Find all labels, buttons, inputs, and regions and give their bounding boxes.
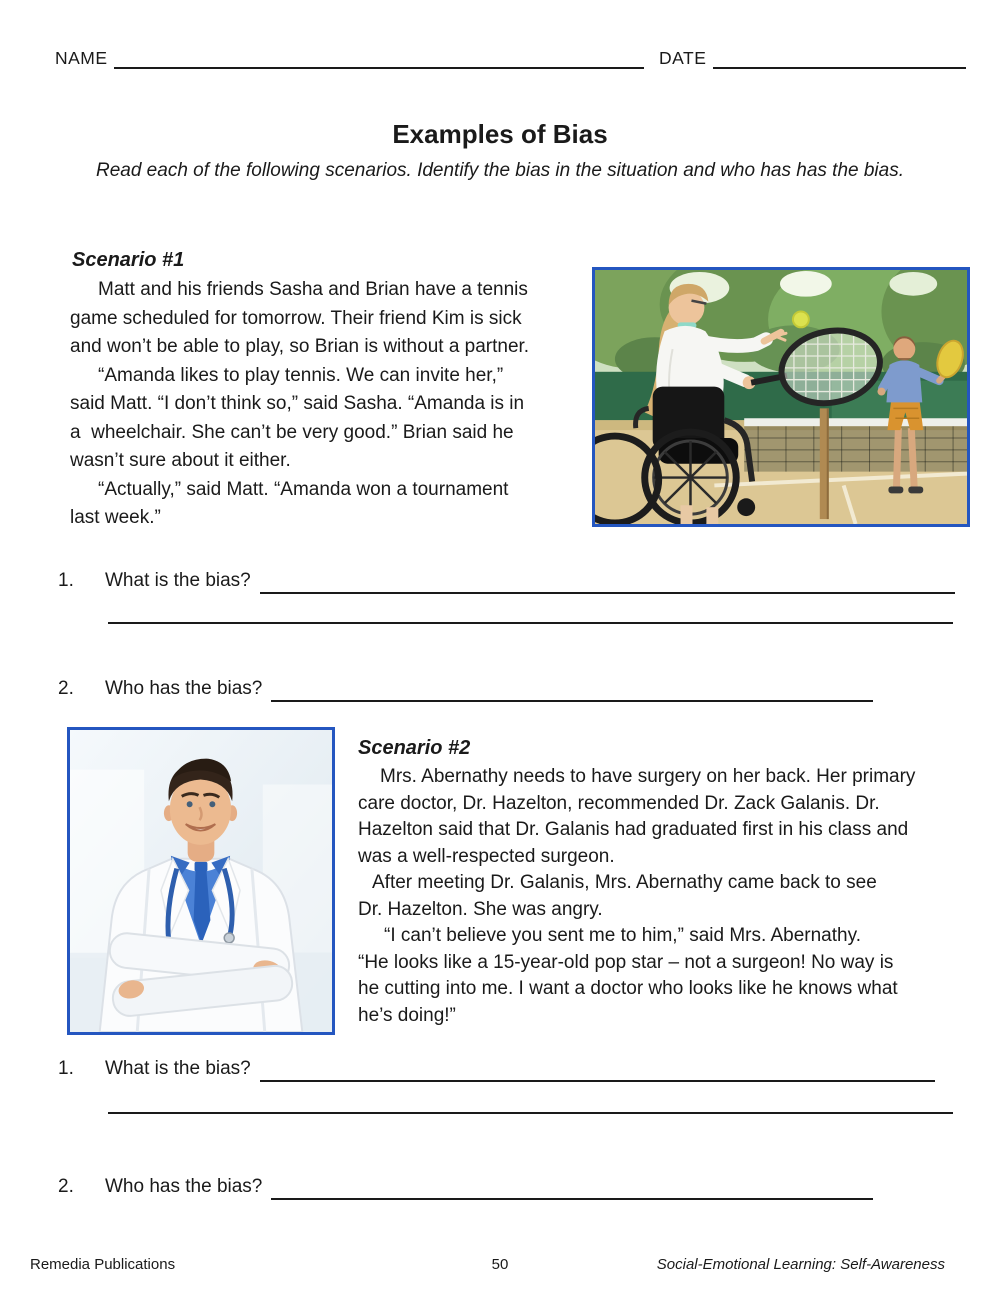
scenario1-text-line: last week.” <box>70 507 161 528</box>
question-label: What is the bias? <box>105 1058 251 1079</box>
answer-line[interactable] <box>260 1058 935 1082</box>
scenario2-text-line: After meeting Dr. Galanis, Mrs. Abernathy came back to see <box>372 872 877 893</box>
page-title: Examples of Bias <box>392 119 608 149</box>
answer-line[interactable] <box>108 1112 953 1114</box>
name-blank-line[interactable] <box>114 67 644 69</box>
doctor-photo <box>67 727 335 1035</box>
question-row <box>58 1058 935 1082</box>
question-label: Who has the bias? <box>105 1176 263 1197</box>
question-row <box>58 570 955 594</box>
answer-line[interactable] <box>260 570 955 594</box>
answer-line[interactable] <box>271 678 873 702</box>
scenario2-text <box>358 764 978 1029</box>
scenario2-text-line: “He looks like a 15-year-old pop star – not a surgeon! No way is <box>358 951 894 973</box>
scenario2-text-line: he cutting into me. I want a doctor who looks like he knows what <box>358 978 898 999</box>
doctor-illustration <box>70 730 332 1032</box>
question-label: What is the bias? <box>105 570 251 591</box>
scenario2-text-line: Dr. Hazelton. She was angry. <box>358 898 603 920</box>
date-blank-line[interactable] <box>713 67 966 69</box>
question-number: 2. <box>58 1176 74 1197</box>
scenario1-text-line: wasn’t sure about it either. <box>70 450 291 471</box>
instructions-text: Read each of the following scenarios. Identify the bias in the situation and who has has the bias. <box>95 160 904 181</box>
scenario2-text-line: “I can’t believe you sent me to him,” said Mrs. Abernathy. <box>384 925 861 946</box>
name-label: NAME <box>55 48 108 68</box>
scenario1-text-line: “Actually,” said Matt. “Amanda won a tournament <box>98 478 509 500</box>
wheelchair-tennis-illustration <box>595 270 967 524</box>
date-label: DATE <box>659 48 707 68</box>
answer-line[interactable] <box>271 1176 873 1200</box>
question-row <box>58 678 873 702</box>
question-number: 1. <box>58 1058 74 1079</box>
question-row <box>58 1176 873 1200</box>
scenario1-text-line: said Matt. “I don’t think so,” said Sasha. “Amanda is in <box>70 393 525 414</box>
scenario1-text-line: a wheelchair. She can’t be very good.” Brian said he <box>70 421 514 443</box>
scenario1-text-line: Matt and his friends Sasha and Brian have a tennis <box>98 279 528 300</box>
scenario1-text-line: “Amanda likes to play tennis. We can invite her,” <box>98 364 504 386</box>
scenario2-heading: Scenario #2 <box>358 737 471 759</box>
scenario2-text-line: Mrs. Abernathy needs to have surgery on her back. Her primary <box>380 766 916 787</box>
scenario2-text-line: was a well-respected surgeon. <box>358 845 615 867</box>
scenario1-text-line: and won’t be able to play, so Brian is without a partner. <box>70 336 530 357</box>
question-number: 2. <box>58 678 74 699</box>
footer-series-title: Social-Emotional Learning: Self-Awareness <box>656 1256 945 1273</box>
question-label: Who has the bias? <box>105 678 263 699</box>
question-number: 1. <box>58 570 74 591</box>
scenario2-text-line: Hazelton said that Dr. Galanis had graduated first in his class and <box>358 819 909 840</box>
scenario1-heading: Scenario #1 <box>72 249 185 271</box>
scenario1-text-line: game scheduled for tomorrow. Their friend Kim is sick <box>70 307 522 329</box>
footer-publisher: Remedia Publications <box>30 1256 176 1273</box>
scenario2-text-line: he’s doing!” <box>358 1004 456 1026</box>
page-number: 50 <box>491 1256 509 1273</box>
wheelchair-tennis-photo <box>592 267 970 527</box>
answer-line[interactable] <box>108 622 953 624</box>
scenario2-text-line: care doctor, Dr. Hazelton, recommended Dr. Zack Galanis. Dr. <box>358 792 880 814</box>
scenario1-text <box>70 276 590 533</box>
